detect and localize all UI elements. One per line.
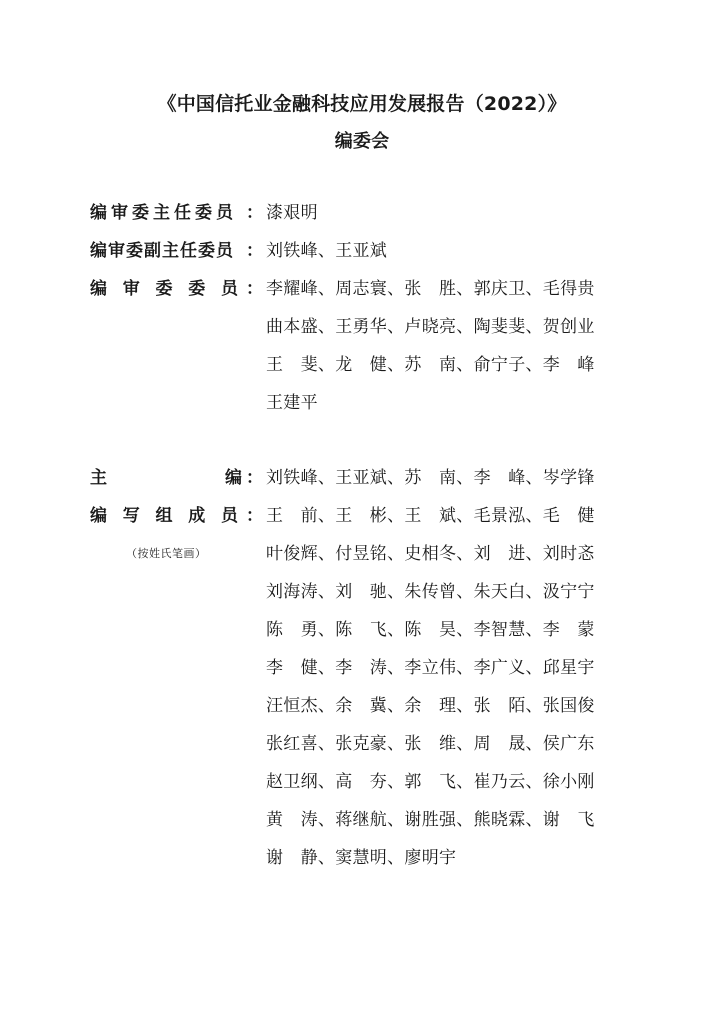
members-names-line: 李耀峰、周志寰、张 胜、郭庆卫、毛得贵	[266, 279, 595, 299]
writers-names-line: 叶俊辉、付昱铭、史相冬、刘 进、刘时忞	[266, 544, 595, 564]
writers-row	[0, 542, 724, 580]
writers-names-line: 黄 涛、蒋继航、谢胜强、熊晓霖、谢 飞	[266, 810, 595, 830]
members-label-char: 审	[122, 279, 140, 299]
writers-row	[0, 504, 724, 542]
director-colon: ：	[246, 203, 263, 223]
director-row	[0, 201, 724, 239]
members-label-char: 编	[90, 279, 107, 299]
writers-names-line: 谢 静、窦慧明、廖明宇	[266, 848, 457, 868]
writers-label-char: 组	[155, 506, 173, 526]
writers-row	[0, 770, 724, 808]
writers-label-char: 编	[90, 506, 107, 526]
writers-names-line: 汪恒杰、余 冀、余 理、张 陌、张国俊	[266, 696, 595, 716]
report-title: 《中国信托业金融科技应用发展报告（2022）》	[157, 93, 567, 115]
deputy-colon: ：	[246, 241, 263, 261]
writers-row	[0, 694, 724, 732]
writers-label-char: 员	[221, 506, 238, 526]
editor-label	[90, 466, 242, 490]
members-row	[0, 315, 724, 353]
director-names: 漆艰明	[266, 203, 318, 223]
members-row	[0, 353, 724, 391]
writers-names-line: 刘海涛、刘 驰、朱传曾、朱天白、汲宁宁	[266, 582, 595, 602]
members-colon: ：	[246, 279, 263, 299]
members-label-char: 委	[155, 279, 173, 299]
deputy-label: 编审委副主任委员	[90, 241, 234, 261]
members-label	[90, 277, 238, 301]
deputy-row	[0, 239, 724, 277]
writers-names-line: 赵卫纲、高 夯、郭 飞、崔乃云、徐小刚	[266, 772, 595, 792]
editor-row	[0, 466, 724, 504]
writers-names-line: 张红喜、张克豪、张 维、周 晟、侯广东	[266, 734, 595, 754]
members-label-char: 委	[188, 279, 206, 299]
members-label-char: 员	[221, 279, 238, 299]
writers-order-note: （按姓氏笔画）	[126, 547, 207, 560]
writers-row	[0, 808, 724, 846]
writers-names-line: 陈 勇、陈 飞、陈 昊、李智慧、李 蒙	[266, 620, 595, 640]
writers-names-line: 李 健、李 涛、李立伟、李广义、邱星宇	[266, 658, 595, 678]
director-label: 编审委主任委员	[90, 203, 237, 223]
editor-names: 刘铁峰、王亚斌、苏 南、李 峰、岑学锋	[266, 468, 595, 488]
writers-label-char: 成	[188, 506, 206, 526]
writers-colon: ：	[246, 506, 263, 526]
editor-label-char: 编	[225, 468, 242, 488]
writers-row	[0, 656, 724, 694]
members-names-line: 王建平	[266, 393, 318, 413]
writers-names-line: 王 前、王 彬、王 斌、毛景泓、毛 健	[266, 506, 595, 526]
writers-row	[0, 618, 724, 656]
editor-colon: ：	[246, 468, 263, 488]
committee-heading: 编委会	[334, 131, 390, 152]
editor-label-char: 主	[90, 468, 107, 488]
writers-row	[0, 732, 724, 770]
writers-label	[90, 504, 238, 528]
members-names-line: 曲本盛、王勇华、卢晓亮、陶斐斐、贺创业	[266, 317, 595, 337]
members-row	[0, 391, 724, 429]
members-row	[0, 277, 724, 315]
members-names-line: 王 斐、龙 健、苏 南、俞宁子、李 峰	[266, 355, 595, 375]
writers-label-char: 写	[122, 506, 140, 526]
deputy-names: 刘铁峰、王亚斌	[266, 241, 388, 261]
writers-row	[0, 580, 724, 618]
writers-row	[0, 846, 724, 884]
